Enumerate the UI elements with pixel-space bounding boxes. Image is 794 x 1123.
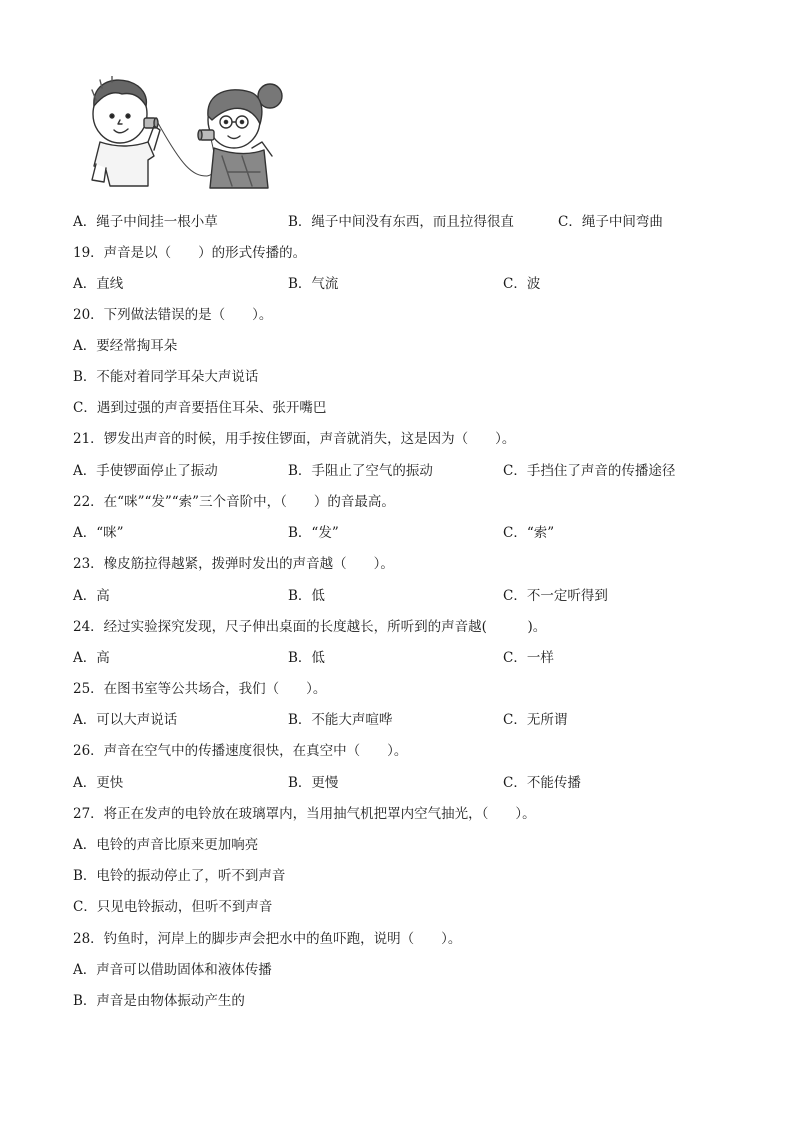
question-20: 20．下列做法错误的是（ ）。 (73, 307, 273, 323)
question-27: 27．将正在发声的电铃放在玻璃罩内，当用抽气机把罩内空气抽光，（ ）。 (73, 806, 536, 822)
question-25: 25．在图书室等公共场合，我们（ ）。 (73, 681, 327, 697)
question-27-option-c[interactable]: C．只见电铃振动，但听不到声音 (73, 899, 273, 915)
question-20-option-b[interactable]: B．不能对着同学耳朵大声说话 (73, 369, 259, 385)
option-c[interactable]: C．不一定听得到 (503, 588, 608, 604)
question-28-option-b[interactable]: B．声音是由物体振动产生的 (73, 993, 245, 1009)
option-a[interactable]: A．更快 (73, 775, 124, 791)
question-22: 22．在“咪”“发”“索”三个音阶中，（ ）的音最高。 (73, 494, 395, 510)
string-telephone-illustration (82, 76, 292, 192)
option-b[interactable]: B．不能大声喧哗 (288, 712, 393, 728)
option-b[interactable]: B．气流 (288, 276, 339, 292)
question-20-option-c[interactable]: C．遇到过强的声音要捂住耳朵、张开嘴巴 (73, 400, 327, 416)
option-b[interactable]: B．“发” (288, 525, 339, 541)
option-c[interactable]: C．手挡住了声音的传播途径 (503, 463, 676, 479)
option-b[interactable]: B．低 (288, 588, 325, 604)
option-c[interactable]: C．“索” (503, 525, 555, 541)
option-a[interactable]: A．手使锣面停止了振动 (73, 463, 218, 479)
option-a[interactable]: A．直线 (73, 276, 124, 292)
question-27-option-a[interactable]: A．电铃的声音比原来更加响亮 (73, 837, 259, 853)
question-20-option-a[interactable]: A．要经常掏耳朵 (73, 338, 178, 354)
question-24: 24．经过实验探究发现，尺子伸出桌面的长度越长，所听到的声音越( )。 (73, 619, 547, 635)
option-c[interactable]: C．不能传播 (503, 775, 581, 791)
question-28: 28．钓鱼时，河岸上的脚步声会把水中的鱼吓跑，说明（ ）。 (73, 931, 462, 947)
question-28-option-a[interactable]: A．声音可以借助固体和液体传播 (73, 962, 272, 978)
question-19: 19．声音是以（ ）的形式传播的。 (73, 245, 307, 261)
option-c[interactable]: C．绳子中间弯曲 (558, 214, 663, 230)
option-c[interactable]: C．无所谓 (503, 712, 568, 728)
option-b[interactable]: B．更慢 (288, 775, 339, 791)
option-b[interactable]: B．手阻止了空气的振动 (288, 463, 433, 479)
children-string-telephone-icon (82, 76, 292, 192)
question-27-option-b[interactable]: B．电铃的振动停止了，听不到声音 (73, 868, 286, 884)
option-c[interactable]: C．一样 (503, 650, 554, 666)
option-a[interactable]: A．“咪” (73, 525, 124, 541)
option-a[interactable]: A．绳子中间挂一根小草 (73, 214, 218, 230)
option-a[interactable]: A．可以大声说话 (73, 712, 178, 728)
question-26: 26．声音在空气中的传播速度很快，在真空中（ ）。 (73, 743, 408, 759)
option-c[interactable]: C．波 (503, 276, 541, 292)
option-b[interactable]: B．低 (288, 650, 325, 666)
question-21: 21．锣发出声音的时候，用手按住锣面，声音就消失，这是因为（ ）。 (73, 431, 516, 447)
option-a[interactable]: A．高 (73, 588, 110, 604)
option-b[interactable]: B．绳子中间没有东西，而且拉得很直 (288, 214, 514, 230)
question-23: 23．橡皮筋拉得越紧，拨弹时发出的声音越（ ）。 (73, 556, 394, 572)
option-a[interactable]: A．高 (73, 650, 110, 666)
